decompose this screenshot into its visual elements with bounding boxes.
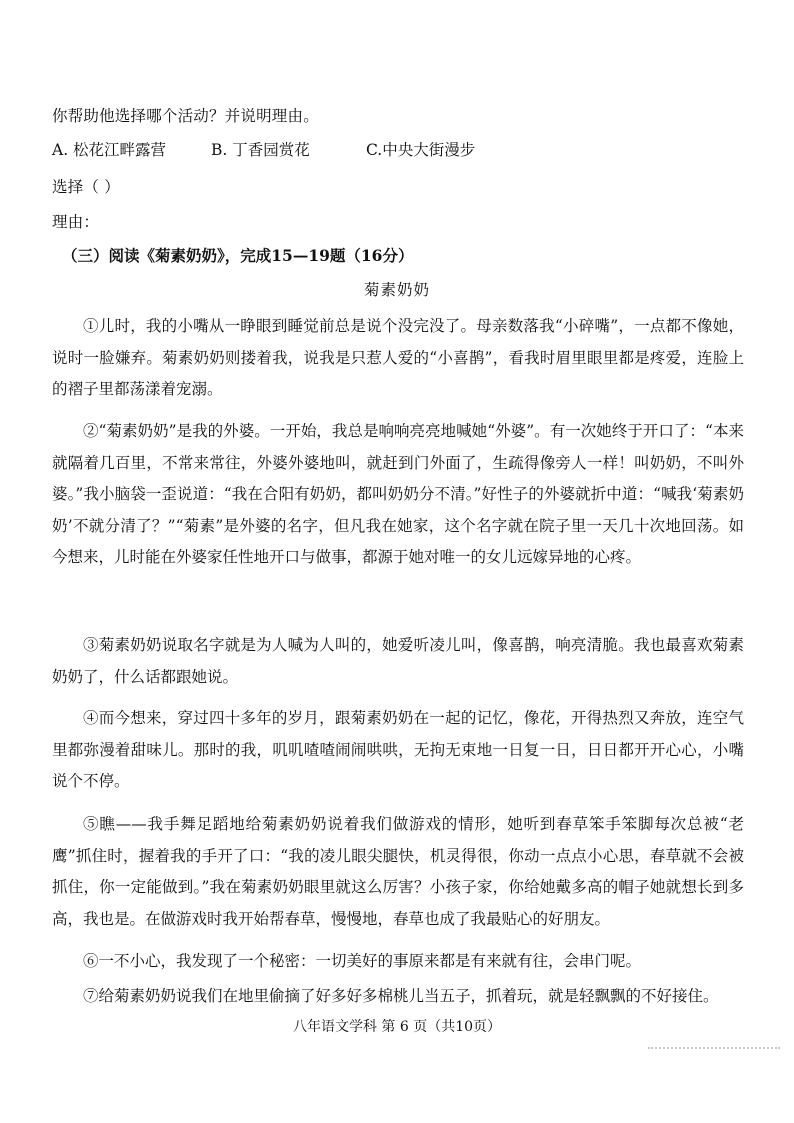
paragraph-5: ⑤瞧——我手舞足蹈地给菊素奶奶说着我们做游戏的情形，她听到春草笨手笨脚每次总被“老鹰”抓住时，握着我的手开了口：“我的凌儿眼尖腿快，机灵得很，你动一点点小心思，春草就不会被抓住，你一定能做到。”我在菊素奶奶眼里就这么厉害？小孩子家，你给她戴多高的帽子她就想长到多高，我也是。在做游戏时我开始帮春草，慢慢地，春草也成了我最贴心的好朋友。 xyxy=(52,815,744,928)
paragraph-3: ③菊素奶奶说取名字就是为人喊为人叫的，她爱听凌儿叫，像喜鹊，响亮清脆。我也最喜欢菊素奶奶了，什么话都跟她说。 xyxy=(52,636,744,686)
choice-label: 选择（ ） xyxy=(52,178,120,196)
reason-label: 理由： xyxy=(52,213,100,231)
option-a: A. 松花江畔露营 xyxy=(52,141,167,159)
scan-artifact xyxy=(648,1047,780,1051)
option-c: C.中央大街漫步 xyxy=(366,141,476,159)
option-b: B. 丁香园赏花 xyxy=(211,141,310,159)
paragraph-2: ②“菊素奶奶”是我的外婆。一开始，我总是响响亮亮地喊她“外婆”。有一次她终于开口了：“本来就隔着几百里，不常来常往，外婆外婆地叫，就赶到门外面了，生疏得像旁人一样！叫奶奶，不叫外婆。”我小脑袋一歪说道：“我在合阳有奶奶，都叫奶奶分不清。”好性子的外婆就折中道：“喊我‘菊素奶奶’不就分清了？”“菊素”是外婆的名字，但凡我在她家，这个名字就在院子里一天几十次地回荡。如今想来，儿时能在外婆家任性地开口与做事，都源于她对唯一的女儿远嫁异地的心疼。 xyxy=(52,422,744,566)
article-title: 菊素奶奶 xyxy=(363,281,430,299)
paragraph-4: ④而今想来，穿过四十多年的岁月，跟菊素奶奶在一起的记忆，像花，开得热烈又奔放，连空气里都弥漫着甜味儿。那时的我，叽叽喳喳闹闹哄哄，无拘无束地一日复一日，日日都开开心心，小嘴说个不停。 xyxy=(52,709,744,790)
section-heading: （三）阅读《菊素奶奶》，完成15—19题（16分） xyxy=(62,246,414,265)
paragraph-6: ⑥一不小心，我发现了一个秘密：一切美好的事原来都是有来就有往，会串门呢。 xyxy=(83,952,642,970)
page-footer: 八年语文学科 第 6 页（共10页） xyxy=(292,1019,502,1035)
paragraph-7: ⑦给菊素奶奶说我们在地里偷摘了好多好多棉桃儿当五子，抓着玩，就是轻飘飘的不好接住。 xyxy=(83,987,719,1005)
question-prompt: 你帮助他选择哪个活动？并说明理由。 xyxy=(52,107,319,125)
paragraph-1: ①儿时，我的小嘴从一睁眼到睡觉前总是说个没完没了。母亲数落我“小碎嘴”，一点都不像她，说时一脸嫌弃。菊素奶奶则搂着我，说我是只惹人爱的“小喜鹊”，看我时眉里眼里都是疼爱，连脸上的褶子里都荡漾着宠溺。 xyxy=(52,317,744,398)
